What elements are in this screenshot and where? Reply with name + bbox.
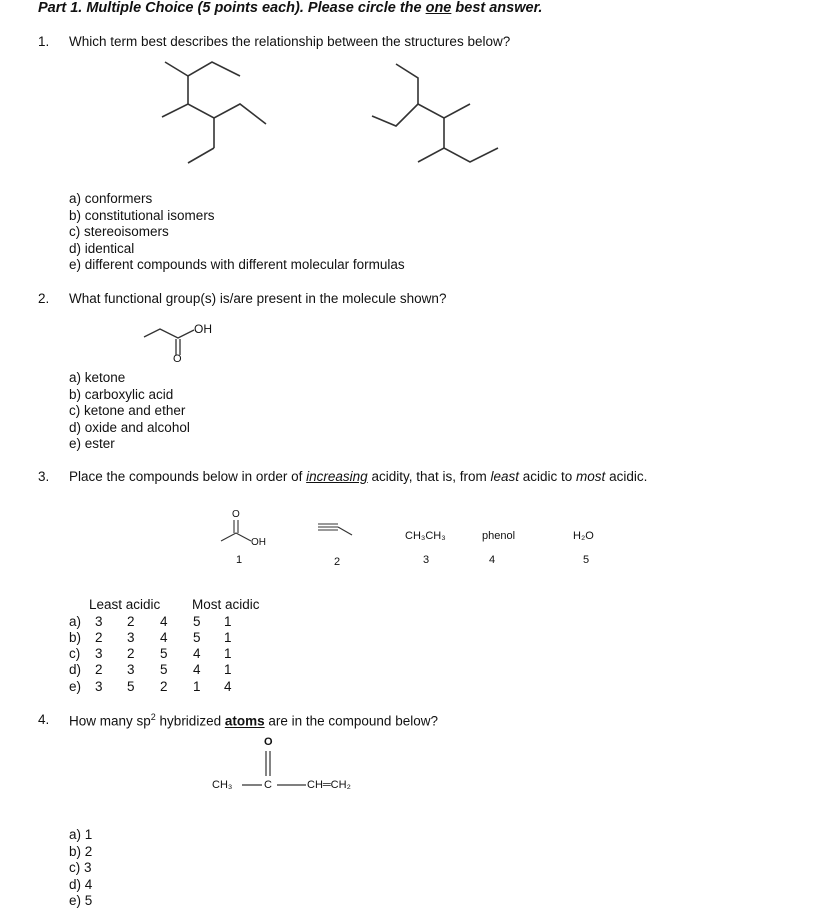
q1-option-c[interactable]: c) stereoisomers bbox=[69, 224, 169, 240]
q3-text-c: acidic to bbox=[519, 469, 577, 484]
q2-oh-label: OH bbox=[194, 322, 212, 336]
q4-number: 4. bbox=[38, 712, 50, 727]
q3-c3-label: CH₃CH₃ bbox=[405, 530, 446, 542]
q3-header-most: Most acidic bbox=[192, 597, 260, 612]
q3-row-a-c3: 4 bbox=[160, 614, 168, 629]
q3-row-b-label: b) bbox=[69, 630, 82, 645]
q3-text-most: most bbox=[576, 469, 606, 484]
part-title-one: one bbox=[425, 0, 452, 16]
q1-option-d[interactable]: d) identical bbox=[69, 240, 135, 256]
q3-c1-o: O bbox=[232, 509, 240, 520]
q3-row-e-c5: 4 bbox=[224, 679, 232, 694]
q3-row-c-c2: 2 bbox=[127, 646, 135, 661]
q3-c3-num: 3 bbox=[423, 554, 430, 566]
q2-o-label: O bbox=[173, 353, 182, 365]
q3-row-a-c4: 5 bbox=[193, 614, 201, 629]
q3-row-d-c5: 1 bbox=[224, 662, 232, 677]
q3-row-c-c5: 1 bbox=[224, 646, 232, 661]
q4-c-label: C bbox=[264, 779, 272, 791]
q4-ch3-label: CH₃ bbox=[212, 779, 233, 791]
q3-row-b-c4: 5 bbox=[193, 630, 201, 645]
q3-row-e-c4: 1 bbox=[193, 679, 201, 694]
q3-row-e-c3: 2 bbox=[160, 679, 168, 694]
q3-row-c-c3: 5 bbox=[160, 646, 168, 661]
q1-text: Which term best describes the relationship between the structures below? bbox=[69, 34, 511, 49]
q4-options bbox=[69, 827, 92, 910]
part-title-text: Part 1. Multiple Choice (5 points each). Please circle the bbox=[38, 0, 426, 16]
q3-row-a-c1: 3 bbox=[95, 614, 103, 629]
part-title-end: best answer. bbox=[451, 0, 543, 16]
q1-option-a[interactable]: a) conformers bbox=[69, 191, 153, 206]
q2-text: What functional group(s) is/are present in the molecule shown? bbox=[69, 291, 447, 306]
q3-text-d: acidic. bbox=[605, 469, 648, 484]
q3-row-b-c5: 1 bbox=[224, 630, 232, 645]
q3-row-c-label: c) bbox=[69, 646, 81, 661]
q4-option-d[interactable]: d) 4 bbox=[69, 876, 93, 892]
q4-rest-label: CH═CH₂ bbox=[307, 779, 351, 791]
q3-number: 3. bbox=[38, 469, 50, 484]
q4-option-b[interactable]: b) 2 bbox=[69, 843, 93, 859]
q3-row-e-c1: 3 bbox=[95, 679, 103, 694]
q3-row-c-c1: 3 bbox=[95, 646, 103, 661]
q4-option-a[interactable]: a) 1 bbox=[69, 827, 93, 842]
q1-number: 1. bbox=[38, 34, 50, 49]
q4-option-c[interactable]: c) 3 bbox=[69, 860, 92, 876]
q3-row-d-c1: 2 bbox=[95, 662, 103, 677]
q3-text-a: Place the compounds below in order of bbox=[69, 469, 307, 484]
q4-text-a: How many sp bbox=[69, 713, 151, 729]
q3-row-c-c4: 4 bbox=[193, 646, 201, 661]
q4-option-e[interactable]: e) 5 bbox=[69, 893, 93, 909]
q3-row-b-c1: 2 bbox=[95, 630, 103, 645]
q4-text-c: are in the compound below? bbox=[264, 713, 438, 729]
q2-option-d[interactable]: d) oxide and alcohol bbox=[69, 419, 190, 435]
q3-row-d-c3: 5 bbox=[160, 662, 168, 677]
q3-row-e-label: e) bbox=[69, 679, 82, 694]
q3-row-d-c4: 4 bbox=[193, 662, 201, 677]
q3-c4-label: phenol bbox=[482, 530, 516, 542]
q2-option-e[interactable]: e) ester bbox=[69, 436, 115, 452]
q3-header-least: Least acidic bbox=[89, 597, 161, 612]
q2-number: 2. bbox=[38, 291, 50, 306]
q4-text-b: hybridized bbox=[155, 713, 225, 729]
q2-option-c[interactable]: c) ketone and ether bbox=[69, 403, 186, 419]
q2-option-a[interactable]: a) ketone bbox=[69, 370, 126, 385]
q3-text-b: acidity, that is, from bbox=[367, 469, 491, 484]
q3-row-a-c2: 2 bbox=[127, 614, 135, 629]
q3-c1-oh: OH bbox=[251, 537, 266, 548]
q3-row-d-c2: 3 bbox=[127, 662, 135, 677]
q4-text-sup: 2 bbox=[150, 712, 156, 722]
q3-c4-num: 4 bbox=[489, 554, 496, 566]
q3-c1-num: 1 bbox=[236, 554, 243, 566]
q3-c2-num: 2 bbox=[334, 556, 341, 568]
q3-text-least: least bbox=[490, 469, 520, 484]
q4-text-atoms: atoms bbox=[224, 713, 265, 729]
q3-row-a-c5: 1 bbox=[224, 614, 232, 629]
q3-c5-label: H₂O bbox=[573, 530, 594, 542]
q3-row-b-c3: 4 bbox=[160, 630, 168, 645]
q3-row-b-c2: 3 bbox=[127, 630, 135, 645]
q1-option-b[interactable]: b) constitutional isomers bbox=[69, 207, 215, 223]
q3-row-e-c2: 5 bbox=[127, 679, 135, 694]
q4-o-label: O bbox=[264, 736, 273, 748]
q3-c5-num: 5 bbox=[583, 554, 590, 566]
q3-text-increasing: increasing bbox=[306, 469, 368, 484]
q3-row-d-label: d) bbox=[69, 662, 82, 677]
q1-option-e[interactable]: e) different compounds with different molecular formulas bbox=[69, 257, 405, 273]
q3-row-a-label: a) bbox=[69, 614, 82, 629]
q2-option-b[interactable]: b) carboxylic acid bbox=[69, 386, 174, 402]
